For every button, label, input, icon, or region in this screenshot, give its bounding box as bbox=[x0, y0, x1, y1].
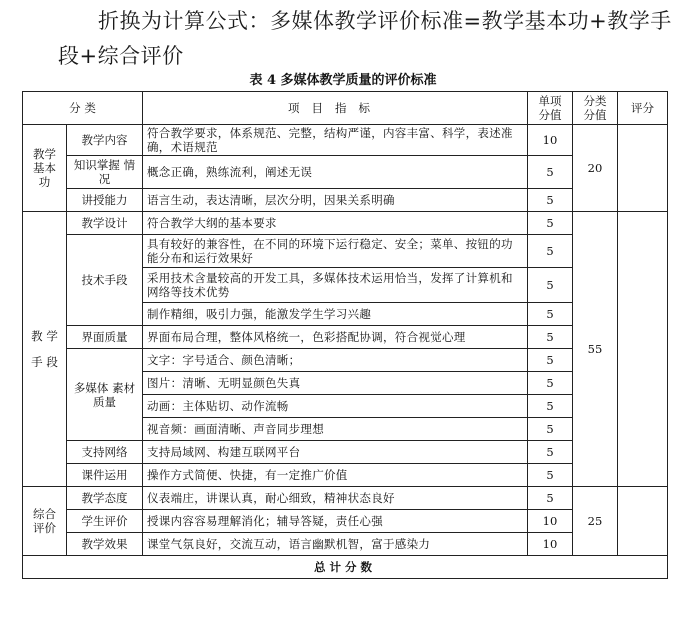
subcategory-cell: 教学内容 bbox=[67, 125, 143, 156]
subcategory-cell: 教学设计 bbox=[67, 212, 143, 235]
heading-line-2: 段+综合评价 bbox=[58, 44, 184, 68]
item-value-cell: 5 bbox=[528, 441, 573, 464]
header-item: 项目指标 bbox=[143, 92, 528, 125]
score-cell-basic bbox=[618, 125, 668, 212]
item-value-cell: 5 bbox=[528, 418, 573, 441]
table-row bbox=[23, 510, 668, 533]
item-cell: 操作方式简便、快捷，有一定推广价值 bbox=[143, 464, 528, 487]
item-value-cell: 10 bbox=[528, 533, 573, 556]
table-row bbox=[23, 441, 668, 464]
subcategory-cell: 学生评价 bbox=[67, 510, 143, 533]
table-row bbox=[23, 212, 668, 235]
category-value-means: 55 bbox=[573, 212, 618, 487]
table-row bbox=[23, 326, 668, 349]
item-value-cell: 5 bbox=[528, 487, 573, 510]
item-cell: 课堂气氛良好，交流互动，语言幽默机智，富于感染力 bbox=[143, 533, 528, 556]
item-value-cell: 5 bbox=[528, 372, 573, 395]
item-cell: 语言生动，表达清晰，层次分明，因果关系明确 bbox=[143, 189, 528, 212]
subcategory-cell: 课件运用 bbox=[67, 464, 143, 487]
table-row bbox=[23, 156, 668, 189]
item-cell: 视音频：画面清晰、声音同步理想 bbox=[143, 418, 528, 441]
item-value-cell: 5 bbox=[528, 349, 573, 372]
heading-line-1: 折换为计算公式：多媒体教学评价标准=教学基本功+教学手 bbox=[98, 9, 672, 33]
subcategory-cell: 支持网络 bbox=[67, 441, 143, 464]
header-category-value: 分类 分值 bbox=[573, 92, 618, 125]
subcategory-cell: 技术手段 bbox=[67, 235, 143, 326]
item-cell: 符合教学要求，体系规范、完整，结构严谨，内容丰富、科学，表述准确，术语规范 bbox=[143, 125, 528, 156]
table-row bbox=[23, 235, 668, 268]
group-overall: 综合 评价 bbox=[23, 487, 67, 556]
item-cell: 图片：清晰、无明显颜色失真 bbox=[143, 372, 528, 395]
category-value-overall: 25 bbox=[573, 487, 618, 556]
group-means: 教 学 手 段 bbox=[23, 212, 67, 487]
item-cell: 制作精细，吸引力强，能激发学生学习兴趣 bbox=[143, 303, 528, 326]
header-score: 评分 bbox=[618, 92, 668, 125]
subcategory-cell: 界面质量 bbox=[67, 326, 143, 349]
item-value-cell: 10 bbox=[528, 510, 573, 533]
item-value-cell: 5 bbox=[528, 156, 573, 189]
table-row bbox=[23, 487, 668, 510]
table-header-row bbox=[23, 92, 668, 125]
item-value-cell: 5 bbox=[528, 326, 573, 349]
category-value-basic: 20 bbox=[573, 125, 618, 212]
total-label: 总计分数 bbox=[23, 556, 668, 579]
score-cell-means bbox=[618, 212, 668, 487]
group-basic: 教学 基本 功 bbox=[23, 125, 67, 212]
item-value-cell: 5 bbox=[528, 395, 573, 418]
item-value-cell: 5 bbox=[528, 268, 573, 303]
header-item-value: 单项 分值 bbox=[528, 92, 573, 125]
item-cell: 文字：字号适合、颜色清晰； bbox=[143, 349, 528, 372]
item-value-cell: 10 bbox=[528, 125, 573, 156]
item-cell: 动画：主体贴切、动作流畅 bbox=[143, 395, 528, 418]
table-row bbox=[23, 464, 668, 487]
item-cell: 授课内容容易理解消化；辅导答疑，责任心强 bbox=[143, 510, 528, 533]
item-value-cell: 5 bbox=[528, 303, 573, 326]
subcategory-cell: 教学态度 bbox=[67, 487, 143, 510]
subcategory-cell: 讲授能力 bbox=[67, 189, 143, 212]
subcategory-cell: 知识掌握 情况 bbox=[67, 156, 143, 189]
item-cell: 具有较好的兼容性，在不同的环境下运行稳定、安全；菜单、按钮的功能分布和运行效果好 bbox=[143, 235, 528, 268]
item-value-cell: 5 bbox=[528, 235, 573, 268]
item-cell: 符合教学大纲的基本要求 bbox=[143, 212, 528, 235]
total-row bbox=[23, 556, 668, 579]
header-category: 分 类 bbox=[23, 92, 143, 125]
subcategory-cell: 多媒体 素材质量 bbox=[67, 349, 143, 441]
item-value-cell: 5 bbox=[528, 212, 573, 235]
table-row bbox=[23, 349, 668, 372]
page-heading bbox=[58, 4, 678, 74]
item-value-cell: 5 bbox=[528, 464, 573, 487]
table-row bbox=[23, 533, 668, 556]
item-cell: 支持局域网、构建互联网平台 bbox=[143, 441, 528, 464]
item-cell: 界面布局合理，整体风格统一，色彩搭配协调，符合视觉心理 bbox=[143, 326, 528, 349]
item-value-cell: 5 bbox=[528, 189, 573, 212]
evaluation-table bbox=[22, 91, 668, 579]
subcategory-cell: 教学效果 bbox=[67, 533, 143, 556]
item-cell: 概念正确，熟练流利，阐述无误 bbox=[143, 156, 528, 189]
table-row bbox=[23, 189, 668, 212]
table-caption: 表 4 多媒体教学质量的评价标准 bbox=[249, 73, 437, 88]
item-cell: 仪表端庄，讲课认真，耐心细致，精神状态良好 bbox=[143, 487, 528, 510]
score-cell-overall bbox=[618, 487, 668, 556]
item-cell: 采用技术含量较高的开发工具，多媒体技术运用恰当，发挥了计算机和网络等技术优势 bbox=[143, 268, 528, 303]
table-row bbox=[23, 125, 668, 156]
